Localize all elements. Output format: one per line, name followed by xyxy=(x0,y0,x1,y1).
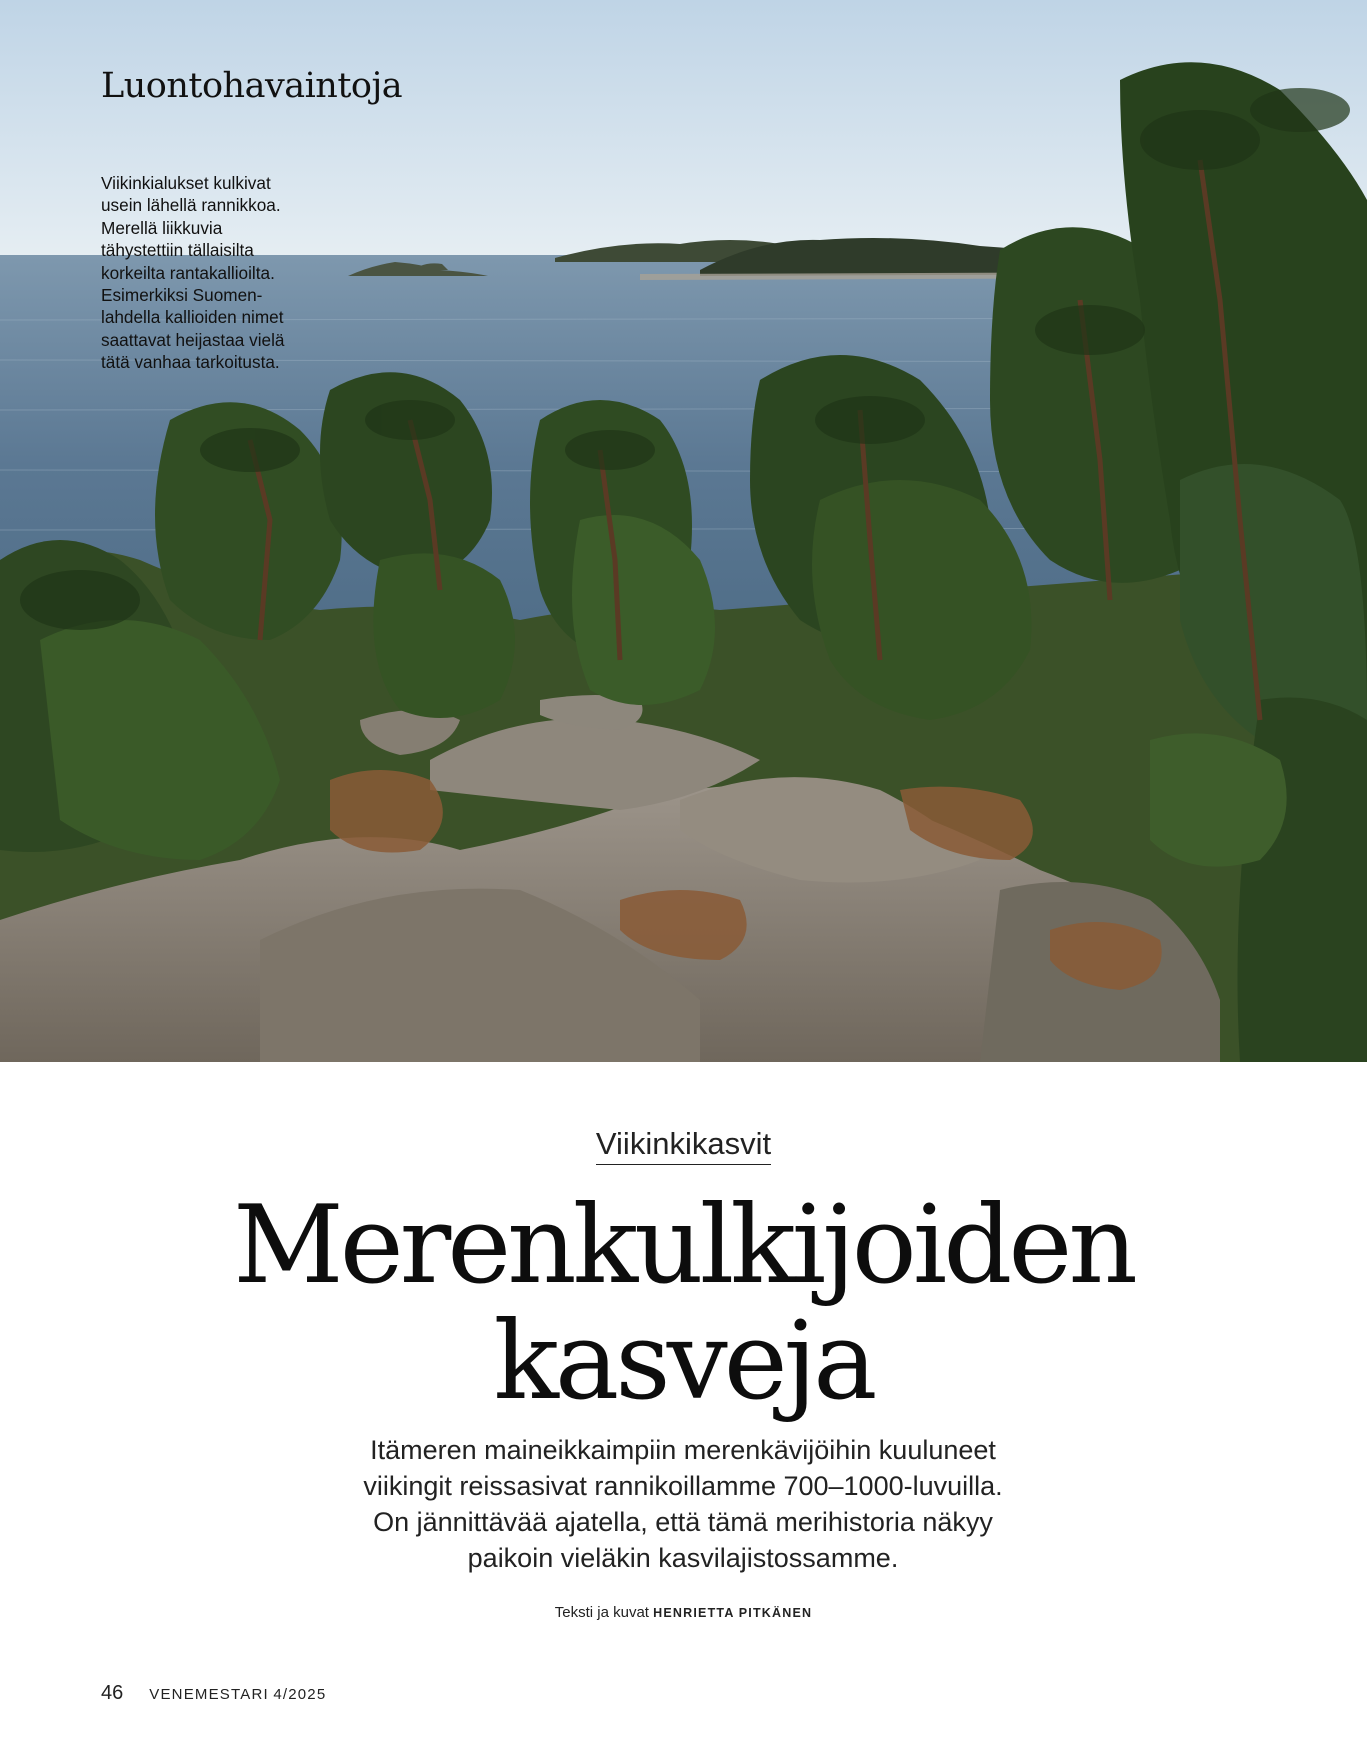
caption-line: Merellä liikkuvia xyxy=(101,217,223,238)
caption-line: usein lähellä rannikkoa. xyxy=(101,195,281,216)
section-label: Luontohavaintoja xyxy=(101,66,403,106)
photo-caption xyxy=(101,172,316,374)
lead-line: paikoin vieläkin kasvilajistossamme. xyxy=(467,1543,899,1573)
article-kicker xyxy=(0,1126,1367,1165)
page-number: 46 xyxy=(101,1682,124,1704)
caption-line: korkeilta rantakallioilta. xyxy=(101,262,275,283)
headline-line-2: kasveja xyxy=(493,1299,874,1424)
issue-number: 4/2025 xyxy=(273,1686,327,1703)
headline-line-1: Merenkulkijoiden xyxy=(233,1183,1134,1308)
byline-prefix: Teksti ja kuvat xyxy=(554,1604,649,1621)
caption-line: Esimerkiksi Suomen- xyxy=(101,285,263,306)
caption-line: tätä vanhaa tarkoitusta. xyxy=(101,352,280,373)
article-headline xyxy=(0,1183,1367,1424)
lead-line: viikingit reissasivat rannikoillamme 700–1000-luvuilla. xyxy=(363,1471,1003,1501)
magazine-name: VENEMESTARI xyxy=(149,1686,269,1703)
lead-line: On jännittävää ajatella, että tämä merihistoria näkyy xyxy=(373,1507,993,1537)
byline-author: HENRIETTA PITKÄNEN xyxy=(653,1606,813,1620)
byline xyxy=(0,1604,1367,1621)
caption-line: tähystettiin tällaisilta xyxy=(101,240,254,261)
lead-line: Itämeren maineikkaimpiin merenkävijöihin kuuluneet xyxy=(370,1435,996,1465)
caption-line: saattavat heijastaa vielä xyxy=(101,329,285,350)
kicker-text: Viikinkikasvit xyxy=(596,1126,771,1165)
article-lead xyxy=(283,1432,1083,1576)
caption-line: lahdella kallioiden nimet xyxy=(101,307,284,328)
caption-line: Viikinkialukset kulkivat xyxy=(101,173,271,193)
page-footer xyxy=(101,1682,326,1705)
